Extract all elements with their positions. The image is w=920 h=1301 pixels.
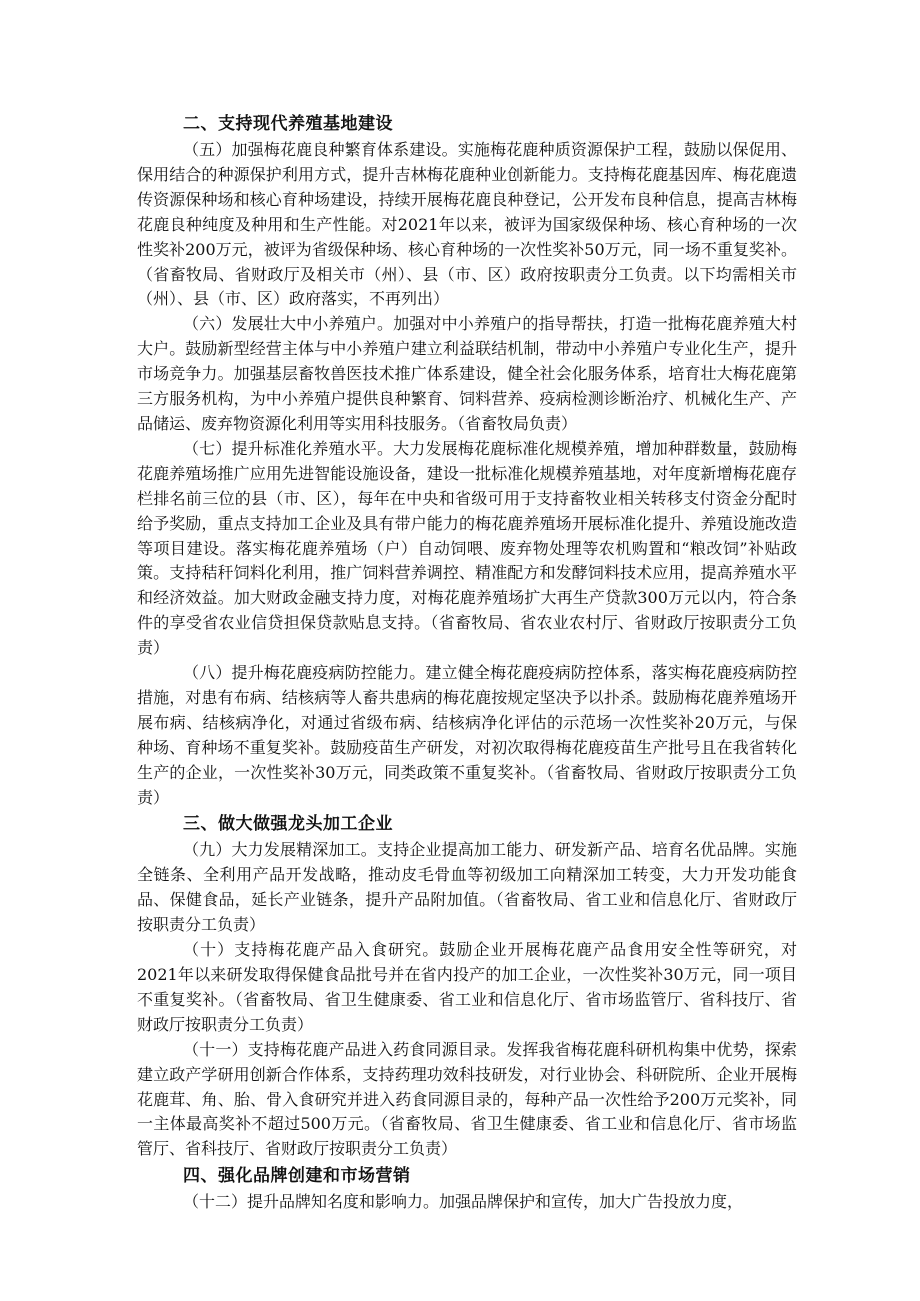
paragraph-9: （九）大力发展精深加工。支持企业提高加工能力、研发新产品、培育名优品牌。实施全链条、全利用产品开发战略，推动皮毛骨血等初级加工向精深加工转变，大力开发功能食品、保健食品，延长产业链条，提升产品附加值。（省畜牧局、省工业和信息化厅、省财政厅按职责分工负责）	[137, 840, 797, 935]
paragraph-5: （五）加强梅花鹿良种繁育体系建设。实施梅花鹿种质资源保护工程，鼓励以保促用、保用结合的种源保护利用方式，提升吉林梅花鹿种业创新能力。支持梅花鹿基因库、梅花鹿遗传资源保种场和核心育种场建设，持续开展梅花鹿良种登记，公开发布良种信息，提高吉林梅花鹿良种纯度及种用和生产性能。对2021年以来，被评为国家级保种场、核心育种场的一次性奖补200万元，被评为省级保种场、核心育种场的一次性奖补50万元，同一场不重复奖补。（省畜牧局、省财政厅及相关市（州）、县（市、区）政府按职责分工负责。以下均需相关市（州）、县（市、区）政府落实，不再列出）	[137, 140, 797, 309]
paragraph-10: （十）支持梅花鹿产品入食研究。鼓励企业开展梅花鹿产品食用安全性等研究，对2021年以来研发取得保健食品批号并在省内投产的加工企业，一次性奖补30万元，同一项目不重复奖补。（省畜牧局、省卫生健康委、省工业和信息化厅、省市场监管厅、省科技厅、省财政厅按职责分工负责）	[137, 940, 797, 1034]
paragraph-11: （十一）支持梅花鹿产品进入药食同源目录。发挥我省梅花鹿科研机构集中优势，探索建立政产学研用创新合作体系，支持药理功效科技研发，对行业协会、科研院所、企业开展梅花鹿茸、角、胎、骨入食研究并进入药食同源目录的，每种产品一次性给予200万元奖补，同一主体最高奖补不超过500万元。（省畜牧局、省卫生健康委、省工业和信息化厅、省市场监管厅、省科技厅、省财政厅按职责分工负责）	[137, 1039, 797, 1159]
section-heading-3: 三、做大做强龙头加工企业	[183, 814, 393, 835]
paragraph-6: （六）发展壮大中小养殖户。加强对中小养殖户的指导帮扶，打造一批梅花鹿养殖大村大户。鼓励新型经营主体与中小养殖户建立利益联结机制，带动中小养殖户专业化生产，提升市场竞争力。加强基层畜牧兽医技术推广体系建设，健全社会化服务体系，培育壮大梅花鹿第三方服务机构，为中小养殖户提供良种繁育、饲料营养、疫病检测诊断治疗、机械化生产、产品储运、废弃物资源化利用等实用科技服务。（省畜牧局负责）	[137, 314, 797, 433]
paragraph-12: （十二）提升品牌知名度和影响力。加强品牌保护和宣传，加大广告投放力度，	[183, 1192, 744, 1212]
paragraph-7: （七）提升标准化养殖水平。大力发展梅花鹿标准化规模养殖，增加种群数量，鼓励梅花鹿养殖场推广应用先进智能设施设备，建设一批标准化规模养殖基地，对年度新增梅花鹿存栏排名前三位的县（市、区），每年在中央和省级可用于支持畜牧业相关转移支付资金分配时给予奖励，重点支持加工企业及具有带户能力的梅花鹿养殖场开展标准化提升、养殖设施改造等项目建设。落实梅花鹿养殖场（户）自动饲喂、废弃物处理等农机购置和“粮改饲”补贴政策。支持秸秆饲料化利用，推广饲料营养调控、精准配方和发酵饲料技术应用，提高养殖水平和经济效益。加大财政金融支持力度，对梅花鹿养殖场扩大再生产贷款300万元以内，符合条件的享受省农业信贷担保贷款贴息支持。（省畜牧局、省农业农村厅、省财政厅按职责分工负责）	[137, 438, 797, 658]
section-heading-4: 四、强化品牌创建和市场营销	[183, 1166, 411, 1187]
section-heading-2: 二、支持现代养殖基地建设	[183, 114, 393, 134]
document-page	[137, 110, 797, 1215]
paragraph-8: （八）提升梅花鹿疫病防控能力。建立健全梅花鹿疫病防控体系，落实梅花鹿疫病防控措施，对患有布病、结核病等人畜共患病的梅花鹿按规定坚决予以扑杀。鼓励梅花鹿养殖场开展布病、结核病净化，对通过省级布病、结核病净化评估的示范场一次性奖补20万元，与保种场、育种场不重复奖补。鼓励疫苗生产研发，对初次取得梅花鹿疫苗生产批号且在我省转化生产的企业，一次性奖补30万元，同类政策不重复奖补。（省畜牧局、省财政厅按职责分工负责）	[137, 663, 797, 807]
